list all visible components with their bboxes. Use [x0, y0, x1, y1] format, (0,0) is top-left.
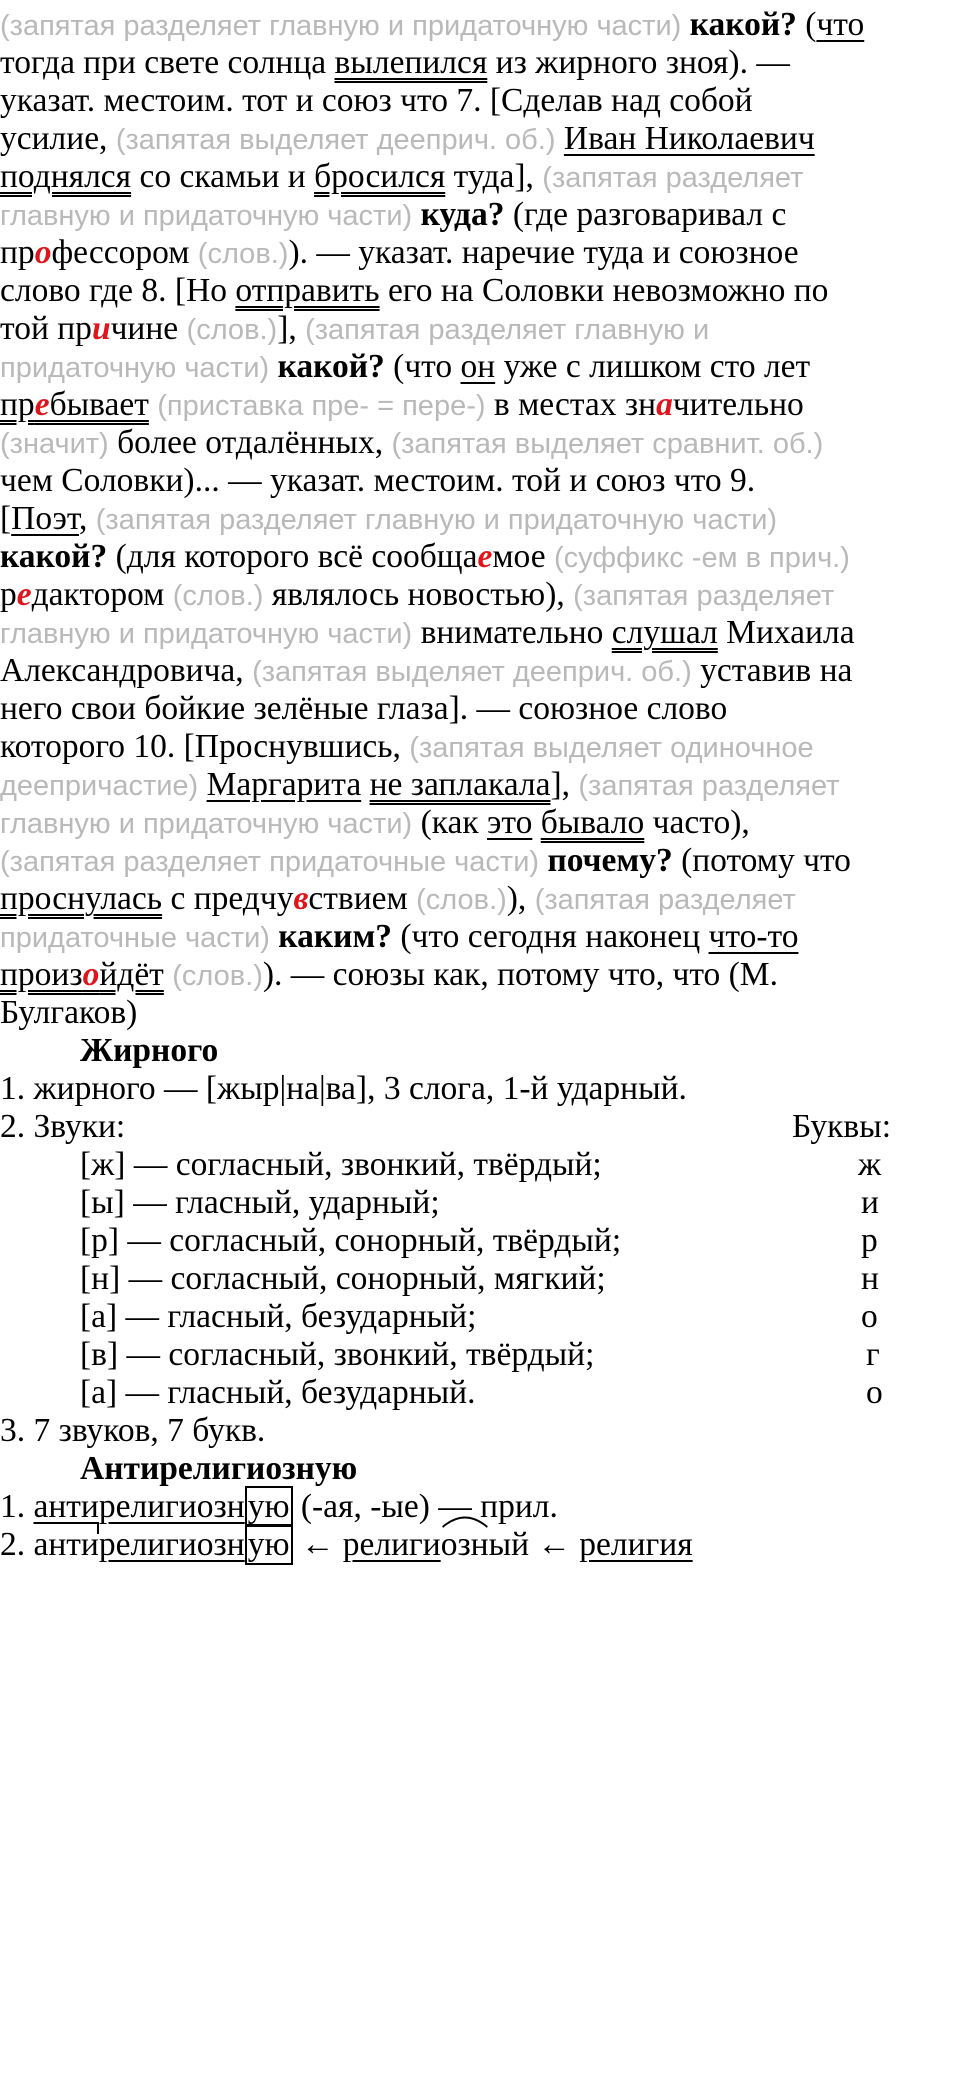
- note: (запятая разделяет придаточные части): [0, 846, 540, 878]
- sound-description: [а] — гласный, безударный;: [80, 1298, 477, 1335]
- text-line: Александровича, (запятая выделяет дееприч. об.) уставив на: [0, 652, 853, 689]
- word-prefix: анти: [34, 1520, 99, 1570]
- question: какой?: [0, 538, 108, 575]
- note: (запятая разделяет главную и придаточную части): [95, 504, 778, 536]
- note: (запятая разделяет главную и: [305, 314, 710, 346]
- note: (слов.): [172, 580, 264, 612]
- letter: и: [861, 1184, 879, 1221]
- section-heading: Жирного: [80, 1032, 219, 1069]
- section-heading: Антирелигиозную: [80, 1450, 358, 1487]
- sound-description: [в] — согласный, звонкий, твёрдый;: [80, 1336, 595, 1373]
- note: придаточные части): [0, 922, 270, 954]
- question: куда?: [420, 196, 505, 233]
- text-line: той причине (слов.)], (запятая разделяет главную и: [0, 310, 710, 347]
- text-line: которого 10. [Проснувшись, (запятая выделяет одиночное: [0, 728, 814, 765]
- analysis-item: 1. жирного — [жыр|на|ва], 3 слога, 1-й ударный.: [0, 1070, 687, 1107]
- predicate: вылепился: [334, 44, 488, 81]
- sound-description: [н] — согласный, сонорный, мягкий;: [80, 1260, 606, 1297]
- note: (запятая разделяет главную и придаточную части): [0, 10, 682, 42]
- question: какой?: [277, 348, 385, 385]
- text-line: какой? (для которого всё сообщаемое (суффикс -ем в прич.): [0, 538, 850, 575]
- note: (запятая выделяет сравнит. об.): [391, 428, 824, 460]
- text-line: [Поэт, (запятая разделяет главную и придаточную части): [0, 500, 778, 537]
- note: деепричастие): [0, 770, 199, 802]
- text-line: него свои бойкие зелёные глаза]. — союзное слово: [0, 690, 728, 727]
- letter: о: [861, 1298, 878, 1335]
- analysis-item: 3. 7 звуков, 7 букв.: [0, 1412, 266, 1449]
- text-line: указат. местоим. тот и союз что 7. [Сделав над собой: [0, 82, 753, 119]
- letter: н: [861, 1260, 879, 1297]
- text-line: Булгаков): [0, 994, 138, 1031]
- highlighted-letter: а: [656, 386, 673, 423]
- subject: Маргарита: [206, 766, 362, 803]
- predicate: проснулась: [0, 880, 163, 917]
- text-line: пребывает (приставка пре- = пере-) в местах значительно: [0, 386, 804, 423]
- sound-description: [р] — согласный, сонорный, твёрдый;: [80, 1222, 622, 1259]
- highlighted-letter: о: [82, 956, 100, 993]
- note: (приставка пре- = пере-): [157, 390, 486, 422]
- text-line: главную и придаточную части) куда? (где разговаривал с: [0, 196, 787, 233]
- word-ending: ую: [245, 1524, 293, 1565]
- text-line: профессором (слов.)). — указат. наречие туда и союзное: [0, 234, 799, 271]
- note: придаточную части): [0, 352, 270, 384]
- predicate: бывало: [540, 804, 645, 841]
- text-line: деепричастие) Маргарита не заплакала], (запятая разделяет: [0, 766, 840, 803]
- highlighted-letter: и: [91, 310, 111, 347]
- predicate: слушал: [611, 614, 718, 651]
- sound-description: [ж] — согласный, звонкий, твёрдый;: [80, 1146, 602, 1183]
- note: (слов.): [172, 960, 263, 992]
- analysis-item: 2. Звуки: Буквы:: [0, 1102, 960, 1152]
- note: главную и придаточную части): [0, 200, 413, 232]
- arrow-icon: ←: [537, 1526, 571, 1563]
- text-line: слово где 8. [Но отправить его на Соловки невозможно по: [0, 272, 829, 309]
- predicate: не заплакала: [369, 766, 551, 803]
- text-line: (запятая разделяет главную и придаточную части) какой? (что: [0, 6, 865, 43]
- letters-label: Буквы:: [792, 1108, 892, 1145]
- highlighted-letter: е: [477, 538, 493, 575]
- letter: ж: [858, 1146, 882, 1183]
- highlighted-letter: е: [16, 576, 32, 613]
- note: (слов.): [416, 884, 507, 916]
- question: какой?: [689, 6, 797, 43]
- note: (суффикс -ем в прич.): [553, 542, 850, 574]
- note: (значит): [0, 428, 109, 460]
- subject: он: [460, 348, 496, 385]
- text-line: произойдёт (слов.)). — союзы как, потому что, что (М.: [0, 956, 778, 993]
- text-line: проснулась с предчувствием (слов.)), (запятая разделяет: [0, 880, 796, 917]
- text-line: главную и придаточную части) внимательно слушал Михаила: [0, 614, 855, 651]
- subject: что-то: [708, 918, 799, 955]
- text-line: главную и придаточную части) (как это бывало часто),: [0, 804, 750, 841]
- note: (запятая разделяет: [534, 884, 796, 916]
- text-line: (запятая разделяет придаточные части) почему? (потому что: [0, 842, 851, 879]
- text-line: редактором (слов.) являлось новостью), (запятая разделяет: [0, 576, 835, 613]
- letter: о: [866, 1374, 883, 1411]
- text-line: придаточные части) каким? (что сегодня наконец что-то: [0, 918, 799, 955]
- note: главную и придаточную части): [0, 808, 413, 840]
- note: (запятая выделяет дееприч. об.): [115, 124, 556, 156]
- morpheme-line: 1. антирелигиозную (-ая, -ые) — прил.: [0, 1488, 558, 1525]
- predicate: бросился: [314, 158, 446, 195]
- note: (запятая разделяет: [542, 162, 804, 194]
- text-line: придаточную части) какой? (что он уже с лишком сто лет: [0, 348, 811, 385]
- subject: Поэт: [11, 500, 80, 537]
- text-line: чем Соловки)... — указат. местоим. той и союз что 9.: [0, 462, 756, 499]
- letter: р: [861, 1222, 878, 1259]
- highlighted-letter: е: [34, 386, 50, 423]
- note: (запятая разделяет: [573, 580, 835, 612]
- letter: г: [866, 1336, 880, 1373]
- note: (запятая выделяет дееприч. об.): [252, 656, 692, 688]
- sound-description: [ы] — гласный, ударный;: [80, 1184, 440, 1221]
- note: (запятая разделяет: [578, 770, 840, 802]
- word-stem: антирелигиозн: [33, 1488, 245, 1525]
- note: (запятая выделяет одиночное: [409, 732, 814, 764]
- note: (слов.): [197, 238, 289, 270]
- text-line: усилие, (запятая выделяет дееприч. об.) Иван Николаевич: [0, 120, 815, 157]
- note: (слов.): [186, 314, 278, 346]
- text-line: (значит) более отдалённых, (запятая выделяет сравнит. об.): [0, 424, 824, 461]
- note: главную и придаточную части): [0, 618, 413, 650]
- question: почему?: [547, 842, 673, 879]
- morpheme-line: 2. антирелигиозную ← религи озный ← религия: [0, 1520, 960, 1570]
- predicate: отправить: [235, 272, 380, 309]
- highlighted-letter: о: [34, 234, 52, 271]
- question: каким?: [278, 918, 393, 955]
- text-line: тогда при свете солнца вылепился из жирного зноя). —: [0, 44, 790, 81]
- word-ending: ую: [245, 1486, 293, 1527]
- highlighted-letter: в: [293, 880, 309, 917]
- predicate: поднялся: [0, 158, 132, 195]
- sound-description: [а] — гласный, безударный.: [80, 1374, 476, 1411]
- subject: это: [487, 804, 533, 841]
- text-line: поднялся со скамьи и бросился туда], (запятая разделяет: [0, 158, 804, 195]
- arrow-icon: ←: [300, 1526, 335, 1563]
- subject: Иван Николаевич: [563, 120, 815, 157]
- suffix-arc: озн: [441, 1520, 489, 1570]
